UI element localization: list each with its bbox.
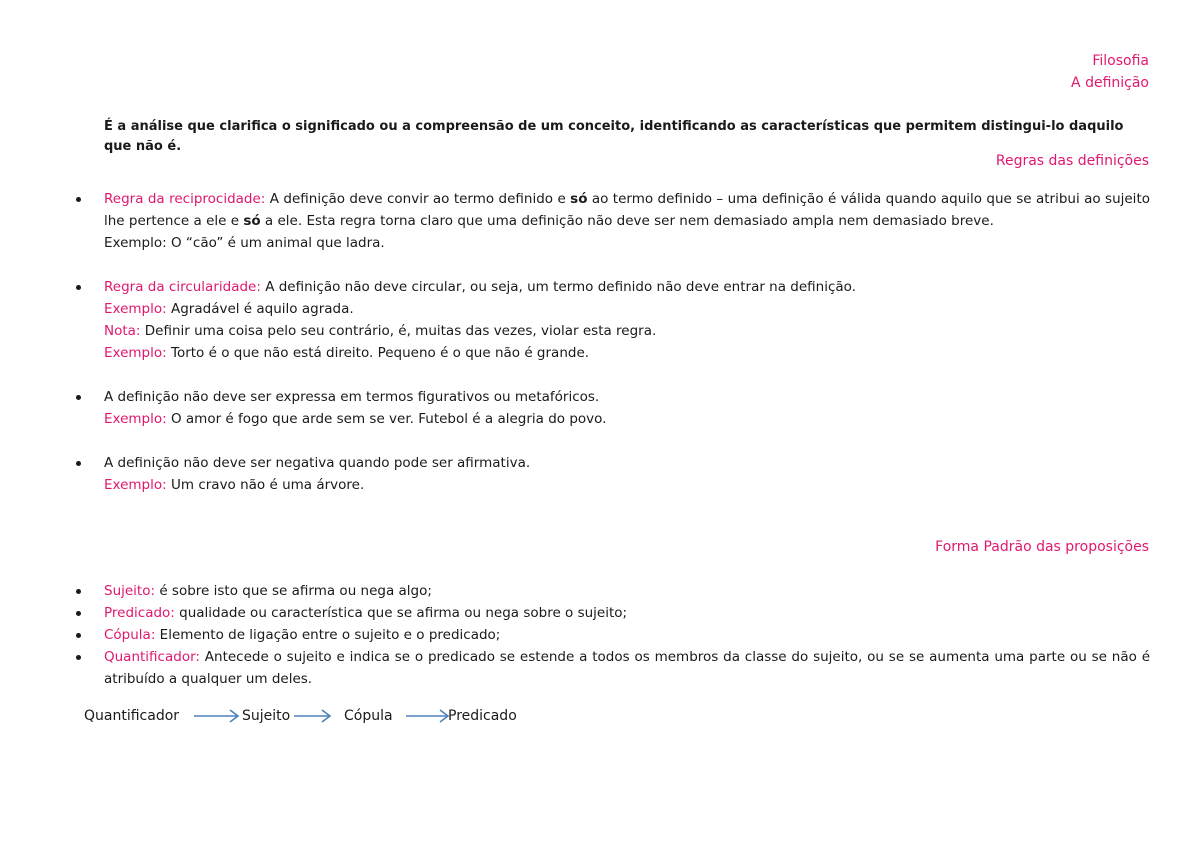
arrow-right-icon (194, 709, 240, 723)
bullet-icon (76, 589, 81, 594)
header-subject: Filosofia (1092, 53, 1149, 69)
rules-section-title: Regras das definições (995, 153, 1149, 169)
list-item (75, 276, 1150, 364)
proposition-term: Sujeito: (104, 583, 156, 599)
bullet-icon (76, 633, 81, 638)
proposition-text: Elemento de ligação entre o sujeito e o predicado; (155, 627, 501, 643)
propositions-section-title: Forma Padrão das proposições (935, 539, 1149, 555)
proposition-text: Antecede o sujeito e indica se o predicado se estende a todos os membros da classe do sujeito, ou se se aumenta uma parte ou se não é atribuído a qualquer um deles. (104, 649, 1150, 687)
rule-text: A definição não deve ser negativa quando pode ser afirmativa. (104, 455, 531, 471)
chain-item-sujeito: Sujeito (242, 708, 291, 724)
example-label: Exemplo: (104, 411, 167, 427)
bullet-icon (76, 611, 81, 616)
arrow-right-icon (294, 709, 332, 723)
proposition-term: Cópula: (104, 627, 156, 643)
list-item (75, 646, 1150, 690)
list-item (75, 624, 1150, 646)
example-label: Exemplo: (104, 477, 167, 493)
emphasis: só (570, 191, 588, 207)
rule-example: Exemplo: O “cão” é um animal que ladra. (104, 235, 385, 251)
proposition-term: Quantificador: (104, 649, 200, 665)
list-item (75, 188, 1150, 254)
definition-text: É a análise que clarifica o significado ou a compreensão de um conceito, identificando as características que permitem distingui-lo daquilo que não é. (104, 119, 1124, 154)
rule-text: A definição não deve ser expressa em termos figurativos ou metafóricos. (104, 389, 600, 405)
note-label: Nota: (104, 323, 141, 339)
rule-text: ao termo definido – uma definição é válida quando aquilo que se atribui ao sujeito lhe pertence a ele e (104, 191, 1150, 229)
proposition-text: é sobre isto que se afirma ou nega algo; (155, 583, 432, 599)
rule-text: A definição deve convir ao termo definido e (265, 191, 571, 207)
list-item (75, 602, 1150, 624)
arrow-right-icon (406, 709, 450, 723)
rule-text: a ele. Esta regra torna claro que uma definição não deve ser nem demasiado ampla nem demasiado breve. (260, 213, 994, 229)
note-text: Definir uma coisa pelo seu contrário, é, muitas das vezes, violar esta regra. (140, 323, 657, 339)
example-label: Exemplo: (104, 345, 167, 361)
example-label: Exemplo: (104, 301, 167, 317)
chain-item-predicado: Predicado (448, 708, 517, 724)
propositions-list (75, 580, 1150, 690)
emphasis: só (243, 213, 261, 229)
proposition-text: qualidade ou característica que se afirma ou nega sobre o sujeito; (174, 605, 628, 621)
bullet-icon (76, 655, 81, 660)
bullet-icon (76, 395, 81, 400)
list-item (75, 580, 1150, 602)
list-item (75, 386, 1150, 430)
example-text: Agradável é aquilo agrada. (166, 301, 354, 317)
rules-list (75, 188, 1150, 496)
rule-term: Regra da circularidade: (104, 279, 261, 295)
rule-text: A definição não deve circular, ou seja, um termo definido não deve entrar na definição. (260, 279, 857, 295)
proposition-term: Predicado: (104, 605, 175, 621)
example-text: Torto é o que não está direito. Pequeno é o que não é grande. (166, 345, 590, 361)
header-topic: A definição (1071, 75, 1149, 91)
example-text: Um cravo não é uma árvore. (166, 477, 365, 493)
rule-term: Regra da reciprocidade: (104, 191, 266, 207)
chain-item-copula: Cópula (344, 708, 393, 724)
bullet-icon (76, 285, 81, 290)
chain-item-quantificador: Quantificador (84, 708, 180, 724)
list-item (75, 452, 1150, 496)
bullet-icon (76, 197, 81, 202)
example-text: O amor é fogo que arde sem se ver. Futebol é a alegria do povo. (166, 411, 607, 427)
bullet-icon (76, 461, 81, 466)
